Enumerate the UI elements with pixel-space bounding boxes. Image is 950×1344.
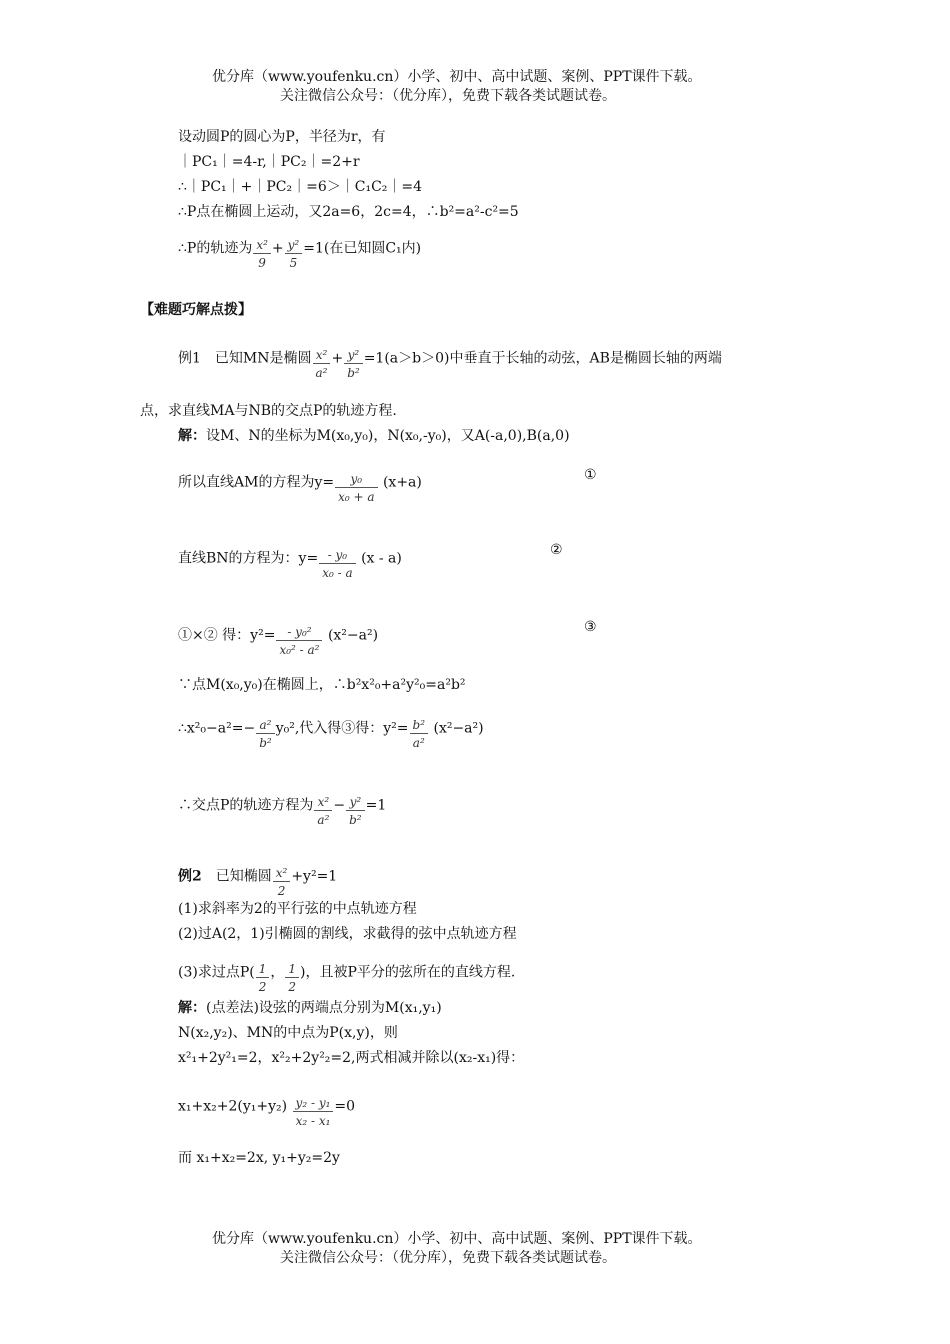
fraction-1-2-b: $\frac{1}{2}$ xyxy=(285,962,299,995)
fraction-y0-x0pa: $\frac{\text{y₀}}{\text{x₀ + a}}$ xyxy=(335,472,377,505)
s1-line-1: 设动圆P的圆心为P，半径为r，有 xyxy=(178,129,386,145)
fraction-y2-b2: $\frac{\text{y²}}{\text{b²}}$ xyxy=(344,348,363,381)
fraction-y2-5: $\frac{\text{y²}}{5}$ xyxy=(285,238,303,271)
ex2-q1: (1)求斜率为2的平行弦的中点轨迹方程 xyxy=(178,901,417,917)
bn-pre: 直线BN的方程为：y= xyxy=(178,550,319,567)
fraction-1-2-a: $\frac{1}{2}$ xyxy=(256,962,270,995)
s1-l5-post: =1(在已知圆C₁内) xyxy=(303,240,422,257)
fraction-y2-b2-result: $\frac{\text{y²}}{\text{b²}}$ xyxy=(346,795,365,828)
fraction-a2-b2: $\frac{\text{a²}}{\text{b²}}$ xyxy=(256,718,275,751)
ex1-solution xyxy=(178,429,570,443)
footer-line-1: 优分库（www.youfenku.cn）小学、初中、高中试题、案例、PPT课件下载。 xyxy=(212,1231,702,1247)
ex1-therefore-2: ∴交点P的轨迹方程为 $\frac{\text{x²}}{\text{a²}}$ − $\frac{\text{y²}}{\text{b²}}$ =1 xyxy=(178,795,387,827)
q3-pre: (3)求过点P( xyxy=(178,964,255,981)
ex1-therefore-1 xyxy=(178,712,484,750)
ex2-s2: N(x₂,y₂)、MN的中点为P(x,y)，则 xyxy=(178,1025,398,1041)
ex1-since-line: ∵点M(x₀,y₀)在椭圆上，∴b²x²₀+a²y²₀=a²b² xyxy=(178,677,466,693)
s1-line-4: ∴P点在椭圆上运动，又2a=6，2c=4，∴b²=a²-c²=5 xyxy=(178,204,519,220)
ex2-sol-text: (点差法)设弦的两端点分别为M(x₁,y₁) xyxy=(206,1000,442,1016)
ex1-l1-pre: 例1 已知MN是椭圆 xyxy=(178,350,312,367)
fraction-x2-a2-result: $\frac{\text{x²}}{\text{a²}}$ xyxy=(314,795,332,828)
ex2-title-pre: 已知椭圆 xyxy=(215,868,272,885)
ex2-q3 xyxy=(178,956,516,994)
s1-l5-pre: ∴P的轨迹为 xyxy=(178,240,253,257)
ex2-q2: (2)过A(2，1)引椭圆的割线，求截得的弦中点轨迹方程 xyxy=(178,926,517,942)
ex1-am-line xyxy=(178,466,422,504)
fraction-my0sq-x0sqma2: $\frac{\text{- y₀²}}{\text{x₀² - a²}}$ xyxy=(276,625,322,658)
fraction-x2-a2: $\frac{\text{x²}}{\text{a²}}$ xyxy=(313,348,331,381)
ex2-s3: x²₁+2y²₁=2，x²₂+2y²₂=2,两式相减并除以(x₂-x₁)得： xyxy=(178,1050,525,1066)
equation-mark-1: ① xyxy=(584,467,597,483)
th2-post: =1 xyxy=(365,797,387,814)
ex2-label: 例2 xyxy=(178,868,202,885)
ex2-title-post: +y²=1 xyxy=(291,868,338,885)
ex2-s5: 而 x₁+x₂=2x, y₁+y₂=2y xyxy=(178,1150,340,1166)
th2-pre: ∴交点P的轨迹方程为 xyxy=(178,797,314,814)
th1-pre: ∴x²₀−a²=− xyxy=(178,720,256,737)
header-line-1: 优分库（www.youfenku.cn）小学、初中、高中试题、案例、PPT课件下载。 xyxy=(212,69,702,85)
ex1-line-1: 例1 已知MN是椭圆 $\frac{\text{x²}}{\text{a²}}$ + $\frac{\text{y²}}{\text{b²}}$ =1(a＞b＞0)中垂直于长轴的动弦，AB是椭圆长轴的两端 xyxy=(178,348,722,380)
s4-pre: x₁+x₂+2(y₁+y₂) xyxy=(178,1098,288,1115)
ex1-line-2: 点，求直线MA与NB的交点P的轨迹方程. xyxy=(140,403,397,419)
fraction-my0-x0ma: $\frac{\text{- y₀}}{\text{x₀ - a}}$ xyxy=(319,548,355,581)
s1-line-5: ∴P的轨迹为 $\frac{\text{x²}}{9}$ + $\frac{\text{y²}}{5}$ =1(在已知圆C₁内) xyxy=(178,238,422,270)
ex2-solution xyxy=(178,1001,442,1015)
ex1-sol-text: 设M、N的坐标为M(x₀,y₀)，N(x₀,-y₀)，又A(-a,0),B(a,0) xyxy=(206,428,570,444)
q3-comma: ， xyxy=(270,964,285,981)
fraction-x2-9: $\frac{\text{x²}}{9}$ xyxy=(253,238,271,271)
equation-mark-3: ③ xyxy=(584,619,597,635)
ex1-sol-label: 解： xyxy=(178,428,206,444)
equation-mark-2: ② xyxy=(550,542,563,558)
ex2-title xyxy=(178,860,338,898)
header-line-2: 关注微信公众号：（优分库），免费下载各类试题试卷。 xyxy=(280,88,616,104)
mul-pre: ①×② 得：y²= xyxy=(178,627,276,644)
fraction-b2-a2: $\frac{\text{b²}}{\text{a²}}$ xyxy=(410,718,429,751)
s1-line-2: ｜PC₁｜=4-r,｜PC₂｜=2+r xyxy=(178,154,360,170)
th1-post: (x²−a²) xyxy=(433,720,484,737)
ex1-l1-post: =1(a＞b＞0)中垂直于长轴的动弦，AB是椭圆长轴的两端 xyxy=(363,350,722,367)
q3-post: )，且被P平分的弦所在的直线方程. xyxy=(300,964,516,981)
section-title: 【难题巧解点拨】 xyxy=(140,302,252,318)
bn-post: (x - a) xyxy=(361,550,402,567)
am-post: (x+a) xyxy=(382,474,422,491)
fraction-x2-2: $\frac{\text{x²}}{2}$ xyxy=(273,866,291,899)
am-pre: 所以直线AM的方程为y= xyxy=(178,474,335,491)
ex2-s4 xyxy=(178,1090,356,1128)
ex1-bn-line xyxy=(178,542,402,580)
th1-mid: y₀²,代入得③得：y²= xyxy=(275,720,409,737)
s4-post: =0 xyxy=(334,1098,356,1115)
footer-line-2: 关注微信公众号：（优分库），免费下载各类试题试卷。 xyxy=(280,1250,616,1266)
ex2-sol-label: 解： xyxy=(178,1000,206,1016)
mul-post: (x²−a²) xyxy=(327,627,379,644)
s1-line-3: ∴｜PC₁｜+｜PC₂｜=6＞｜C₁C₂｜=4 xyxy=(178,179,423,195)
fraction-dy-dx: $\frac{\text{y₂ - y₁}}{\text{x₂ - x₁}}$ xyxy=(293,1096,334,1129)
ex1-mul-line xyxy=(178,619,379,657)
